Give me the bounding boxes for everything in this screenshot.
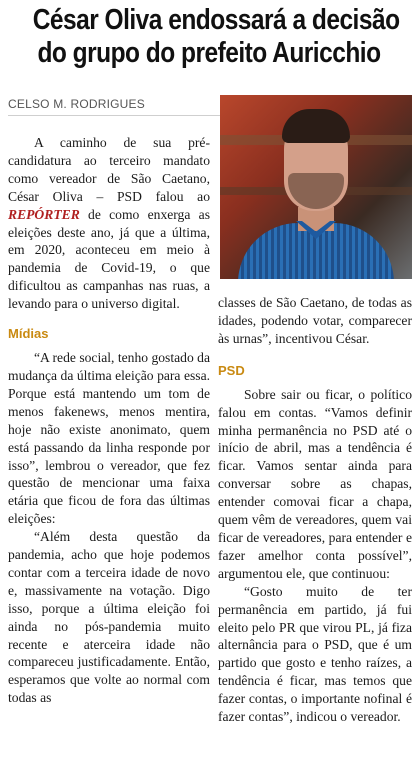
paragraph-intro bbox=[8, 134, 210, 313]
headline-line-2: do grupo do prefeito Auricchio bbox=[37, 37, 381, 69]
paragraph: “A rede social, tenho gostado da mudança da última eleição para essa. Porque está mantendo um tom de menos fakenews, menos mentira, hoje não existe anonimato, quem está passando da linha responde por isso”, lembrou o vereador, que fez questão de mencionar uma faixa etária que ficou de fora das últimas eleições: bbox=[8, 350, 210, 527]
paragraph: “Além desta questão da pandemia, acho que hoje podemos contar com a terceira idade de novo e, massivamente na votação. Digo isso, porque a última eleição foi ainda no pós-pandemia muito recente e aterceira idade não compareceu justificadamente. Então, esperamos que volte ao normal com todas as bbox=[8, 529, 210, 706]
portrait-photo bbox=[220, 95, 412, 279]
paragraph: Sobre sair ou ficar, o político falou em contas. “Vamos definir minha permanência no PSD até o início de abril, mas a tendência é ficar. Vamos sentar ainda para conversar sobre as chapas, entender comovai ficar a chapa, quem vêm de vereadores, quem vai ficar de vereadores, para entender e fazer amelhor conta possível”, argumentou ele, que continuou: bbox=[218, 386, 412, 581]
headline bbox=[32, 4, 400, 70]
intro-text-end: de como enxerga as eleições deste ano, já que a última, em 2020, aconteceu em meio à pandemia de Covid-19, o que dificultou as campanhas nas ruas, a levando para o universo digital. bbox=[8, 206, 210, 312]
hair-shape bbox=[282, 109, 350, 143]
article-column-1 bbox=[8, 134, 210, 707]
paragraph: “Gosto muito de ter permanência em partido, já fui eleito pelo PR que virou PL, já fiza alternância para o PSD, que é um partido que gosto e tenho raízes, a tendência é ficar, mas temos que fazer contas, o importante nofinal é fazer contas”, indicou o vereador. bbox=[218, 583, 412, 725]
subheading-midias: Mídias bbox=[8, 326, 49, 342]
publication-name: REPÓRTER bbox=[8, 206, 80, 222]
intro-text: A caminho de sua pré-candidatura ao terceiro mandato como vereador de São Caetano, César Oliva – PSD falou ao bbox=[8, 135, 210, 204]
headline-line-1: César Oliva endossará a decisão bbox=[32, 4, 400, 36]
article-column-2 bbox=[218, 294, 412, 726]
shirt-shape bbox=[238, 223, 394, 279]
byline: CELSO M. RODRIGUES bbox=[8, 97, 145, 111]
paragraph-continued: classes de São Caetano, de todas as idades, podendo votar, comparecer às urnas”, incentivou César. bbox=[218, 295, 412, 346]
subheading-psd: PSD bbox=[218, 362, 245, 378]
